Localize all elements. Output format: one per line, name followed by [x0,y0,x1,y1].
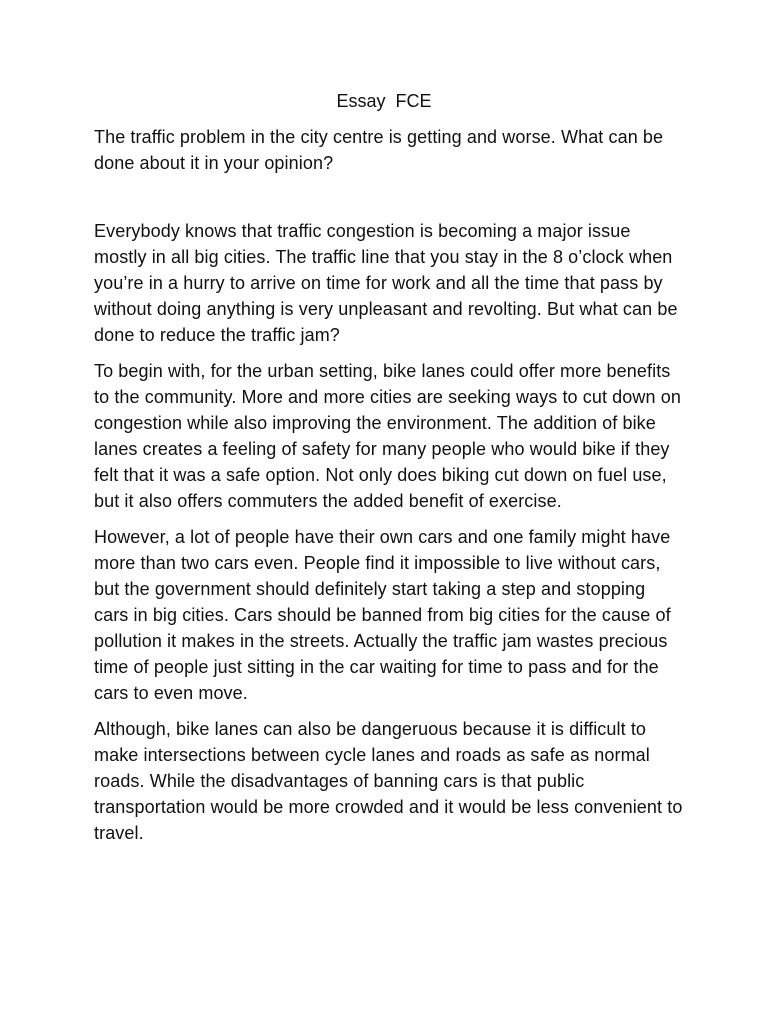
paragraph-4: Although, bike lanes can also be dangeruous because it is difficult to make intersections between cycle lanes and roads as safe as normal roads. While the disadvantages of banning cars is that public transportation would be more crowded and it would be less convenient to travel. [94,719,683,843]
paragraph-3: However, a lot of people have their own cars and one family might have more than two cars even. People find it impossible to live without cars, but the government should definitely start taking a step and stopping cars in big cities. Cars should be banned from big cities for the cause of pollution it makes in the streets. Actually the traffic jam wastes precious time of people just sitting in the car waiting for time to pass and for the cars to even move. [94,527,671,703]
paragraph-2: To begin with, for the urban setting, bike lanes could offer more benefits to the community. More and more cities are seeking ways to cut down on congestion while also improving the environment. The addition of bike lanes creates a feeling of safety for many people who would bike if they felt that it was a safe option. Not only does biking cut down on fuel use, but it also offers commuters the added benefit of exercise. [94,361,681,511]
paragraph-1: Everybody knows that traffic congestion is becoming a major issue mostly in all big cities. The traffic line that you stay in the 8 o’clock when you’re in a hurry to arrive on time for work and all the time that pass by without doing anything is very unpleasant and revolting. But what can be done to reduce the traffic jam? [94,221,678,345]
essay-body [94,218,684,856]
essay-question [94,124,684,186]
document-title: Essay FCE [336,91,432,111]
question-text: The traffic problem in the city centre is getting and worse. What can be done about it in your opinion? [94,127,664,173]
